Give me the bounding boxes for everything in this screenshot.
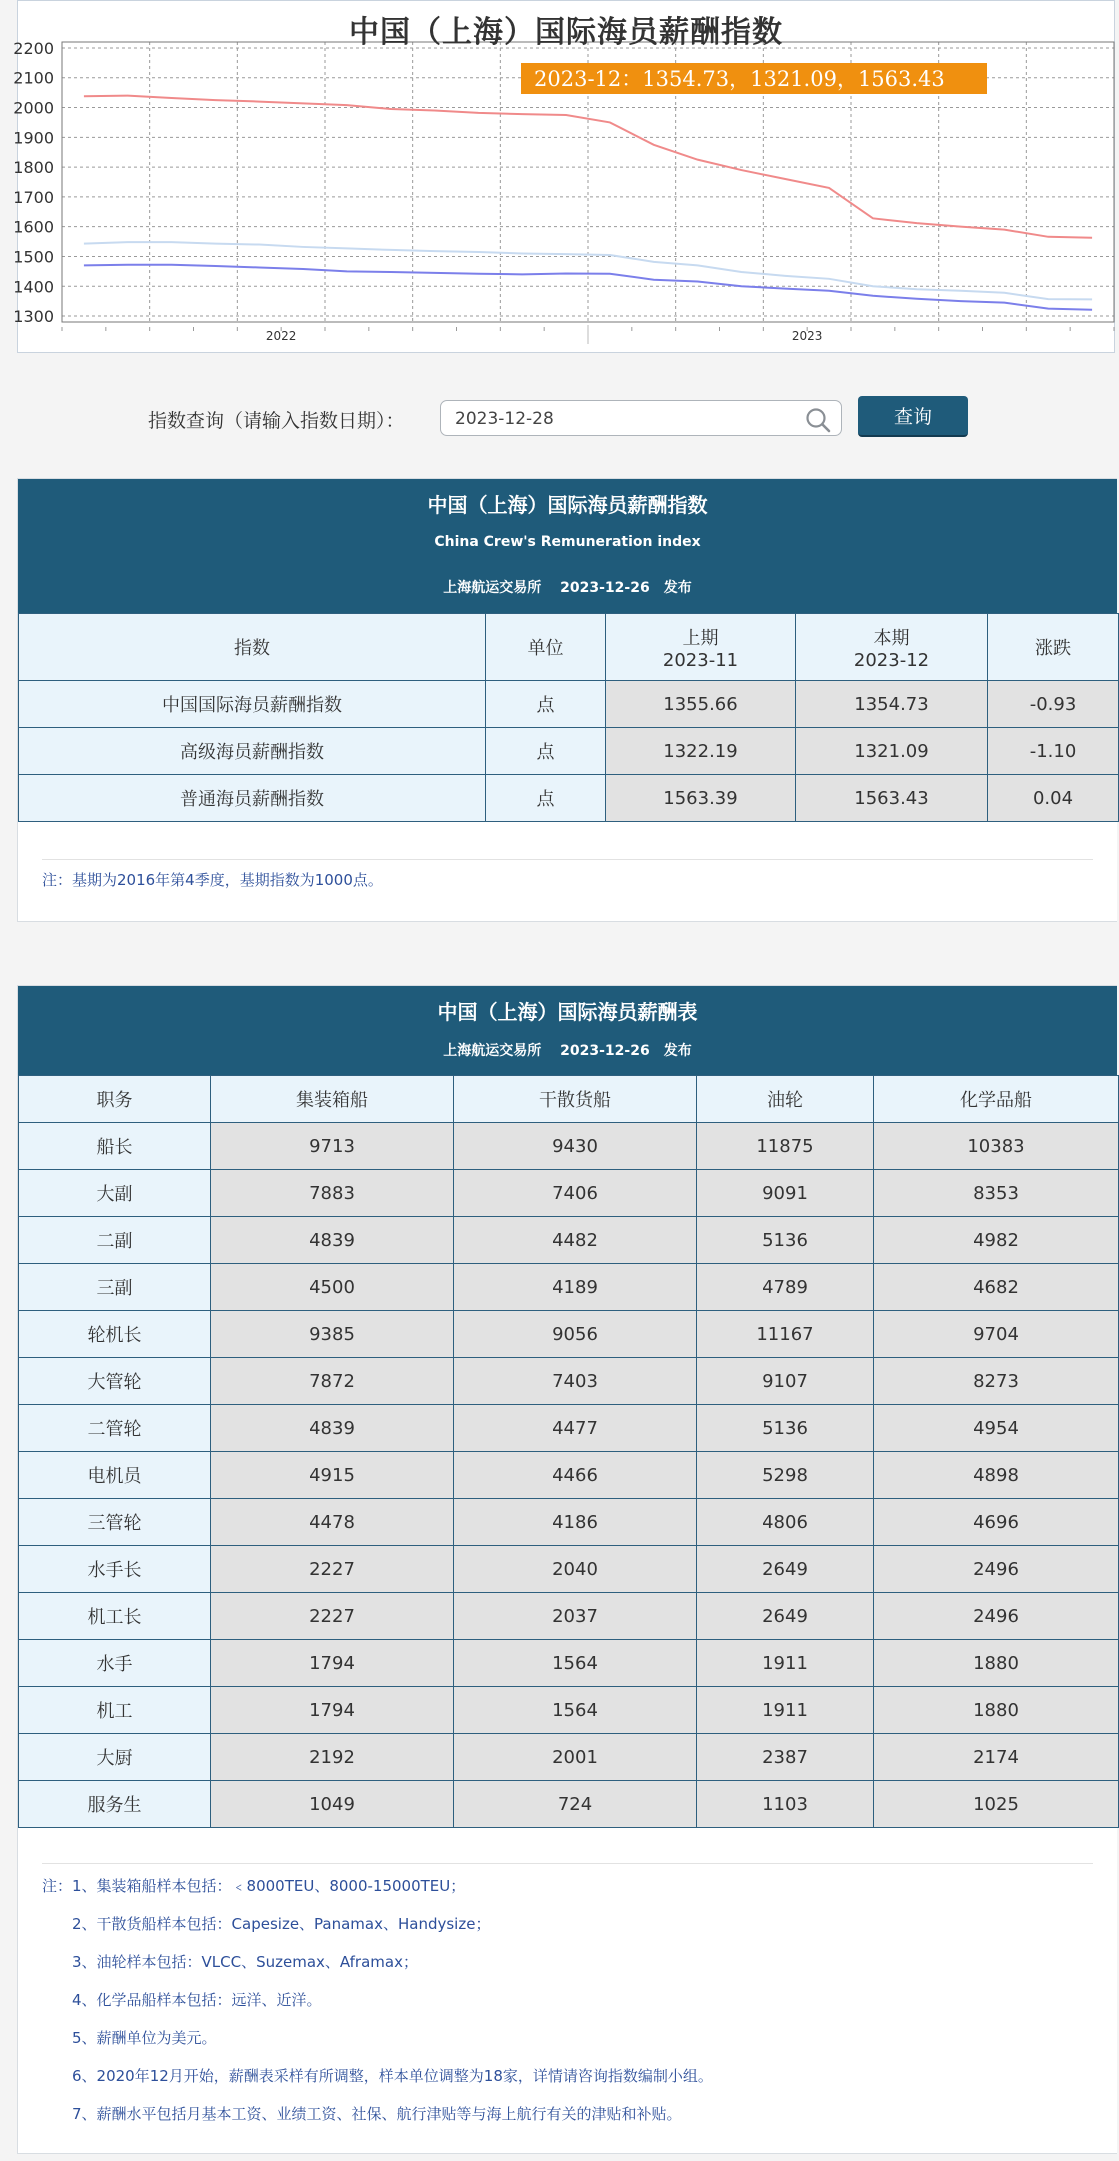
salary-value: 1564 — [454, 1640, 697, 1687]
salary-value: 1564 — [454, 1687, 697, 1734]
y-tick-label: 2200 — [13, 38, 54, 58]
salary-value: 4806 — [697, 1499, 874, 1546]
salary-header-row — [19, 1076, 1119, 1123]
salary-value: 9091 — [697, 1170, 874, 1217]
index-curr-value: 1563.43 — [796, 775, 988, 822]
salary-position: 水手长 — [19, 1546, 211, 1593]
salary-value: 9713 — [211, 1123, 454, 1170]
salary-value: 1049 — [211, 1781, 454, 1828]
salary-value: 9430 — [454, 1123, 697, 1170]
index-prev-value: 1322.19 — [606, 728, 796, 775]
salary-col-header: 油轮 — [697, 1076, 874, 1123]
table-row — [19, 1123, 1119, 1170]
note-divider — [42, 859, 1093, 860]
chart-tooltip-text: 2023-12：1354.73，1321.09，1563.43 — [534, 67, 945, 91]
salary-value: 1103 — [697, 1781, 874, 1828]
salary-value: 4500 — [211, 1264, 454, 1311]
salary-position: 船长 — [19, 1123, 211, 1170]
salary-value: 5136 — [697, 1405, 874, 1452]
salary-value: 9056 — [454, 1311, 697, 1358]
salary-value: 4982 — [874, 1217, 1119, 1264]
salary-value: 2227 — [211, 1546, 454, 1593]
salary-note-line: 7、薪酬水平包括月基本工资、业绩工资、社保、航行津贴等与海上航行有关的津贴和补贴。 — [42, 2105, 682, 2123]
search-label: 指数查询（请输入指数日期）： — [148, 410, 405, 432]
table-row — [19, 1781, 1119, 1828]
col-header-curr-label: 本期 — [873, 627, 910, 649]
col-header-prev-label: 上期 — [682, 627, 719, 649]
salary-value: 9385 — [211, 1311, 454, 1358]
y-tick-label: 2100 — [13, 68, 54, 88]
salary-value: 8353 — [874, 1170, 1119, 1217]
salary-value: 2496 — [874, 1593, 1119, 1640]
salary-value: 4477 — [454, 1405, 697, 1452]
salary-value: 1025 — [874, 1781, 1119, 1828]
index-prev-value: 1563.39 — [606, 775, 796, 822]
index-change-value: -1.10 — [988, 728, 1119, 775]
y-tick-label: 1500 — [13, 247, 54, 267]
salary-value: 1794 — [211, 1640, 454, 1687]
salary-value: 7872 — [211, 1358, 454, 1405]
index-unit: 点 — [486, 681, 606, 728]
salary-value: 2496 — [874, 1546, 1119, 1593]
salary-value: 7406 — [454, 1170, 697, 1217]
salary-value: 4789 — [697, 1264, 874, 1311]
col-header-index: 指数 — [19, 614, 486, 681]
table-row — [19, 1405, 1119, 1452]
col-header-change: 涨跌 — [988, 614, 1119, 681]
table-row — [19, 1499, 1119, 1546]
salary-value: 2649 — [697, 1546, 874, 1593]
index-name: 中国国际海员薪酬指数 — [19, 681, 486, 728]
salary-note-line: 2、干散货船样本包括：Capesize、Panamax、Handysize； — [42, 1915, 491, 1933]
salary-value: 4466 — [454, 1452, 697, 1499]
salary-note-line: 注：1、集装箱船样本包括：﹤8000TEU、8000-15000TEU； — [42, 1877, 466, 1895]
table-row — [19, 1311, 1119, 1358]
salary-col-header: 化学品船 — [874, 1076, 1119, 1123]
index-table-panel — [17, 478, 1117, 922]
salary-table-publish-info: 上海航运交易所 2023-12-26 发布 — [443, 1043, 692, 1059]
index-unit: 点 — [486, 775, 606, 822]
index-line-chart[interactable] — [13, 1, 1116, 354]
salary-value: 8273 — [874, 1358, 1119, 1405]
index-table-subtitle: China Crew's Remuneration index — [434, 534, 701, 550]
salary-position: 二副 — [19, 1217, 211, 1264]
salary-value: 5298 — [697, 1452, 874, 1499]
col-header-curr — [796, 614, 988, 681]
salary-table-panel — [17, 985, 1117, 2154]
col-header-unit: 单位 — [486, 614, 606, 681]
salary-value: 2192 — [211, 1734, 454, 1781]
col-header-prev-period: 2023-11 — [662, 649, 739, 671]
salary-value: 7403 — [454, 1358, 697, 1405]
salary-position: 二管轮 — [19, 1405, 211, 1452]
salary-position: 大厨 — [19, 1734, 211, 1781]
salary-value: 4898 — [874, 1452, 1119, 1499]
salary-value: 1911 — [697, 1640, 874, 1687]
salary-value: 2649 — [697, 1593, 874, 1640]
index-curr-value: 1354.73 — [796, 681, 988, 728]
salary-value: 4954 — [874, 1405, 1119, 1452]
salary-table-title: 中国（上海）国际海员薪酬表 — [437, 1000, 698, 1024]
salary-position: 水手 — [19, 1640, 211, 1687]
table-row — [19, 681, 1119, 728]
table-row — [19, 775, 1119, 822]
salary-table-header — [18, 986, 1117, 1075]
salary-value: 2174 — [874, 1734, 1119, 1781]
salary-position: 大管轮 — [19, 1358, 211, 1405]
salary-value: 2227 — [211, 1593, 454, 1640]
x-tick-label: 2023 — [791, 329, 823, 343]
salary-col-header: 集装箱船 — [211, 1076, 454, 1123]
salary-value: 1794 — [211, 1687, 454, 1734]
x-tick-label: 2022 — [265, 329, 297, 343]
salary-value: 4696 — [874, 1499, 1119, 1546]
index-name: 普通海员薪酬指数 — [19, 775, 486, 822]
index-unit: 点 — [486, 728, 606, 775]
y-tick-label: 1700 — [13, 187, 54, 207]
y-tick-label: 1900 — [13, 128, 54, 148]
salary-value: 4478 — [211, 1499, 454, 1546]
index-prev-value: 1355.66 — [606, 681, 796, 728]
salary-value: 4682 — [874, 1264, 1119, 1311]
salary-col-header: 职务 — [19, 1076, 211, 1123]
salary-value: 9107 — [697, 1358, 874, 1405]
salary-value: 4839 — [211, 1217, 454, 1264]
table-row — [19, 1687, 1119, 1734]
salary-value: 2040 — [454, 1546, 697, 1593]
salary-value: 2001 — [454, 1734, 697, 1781]
salary-value: 10383 — [874, 1123, 1119, 1170]
index-table-header — [18, 479, 1117, 613]
salary-value: 724 — [454, 1781, 697, 1828]
index-change-value: 0.04 — [988, 775, 1119, 822]
table-row — [19, 1264, 1119, 1311]
salary-note-line: 5、薪酬单位为美元。 — [42, 2029, 217, 2047]
salary-position: 服务生 — [19, 1781, 211, 1828]
salary-value: 4839 — [211, 1405, 454, 1452]
index-table-title: 中国（上海）国际海员薪酬指数 — [427, 493, 708, 517]
salary-value: 2037 — [454, 1593, 697, 1640]
index-table-note: 注：基期为2016年第4季度，基期指数为1000点。 — [42, 871, 383, 889]
index-table-header-row — [19, 614, 1119, 681]
salary-value: 1880 — [874, 1640, 1119, 1687]
table-row — [19, 1170, 1119, 1217]
salary-position: 三副 — [19, 1264, 211, 1311]
table-row — [19, 1452, 1119, 1499]
salary-value: 4915 — [211, 1452, 454, 1499]
index-table — [18, 613, 1119, 822]
y-tick-label: 1400 — [13, 277, 54, 297]
search-icon[interactable] — [805, 407, 831, 433]
salary-value: 9704 — [874, 1311, 1119, 1358]
table-row — [19, 1546, 1119, 1593]
query-button[interactable]: 查询 — [858, 396, 968, 437]
salary-value: 2387 — [697, 1734, 874, 1781]
salary-value: 1880 — [874, 1687, 1119, 1734]
salary-position: 机工 — [19, 1687, 211, 1734]
salary-position: 机工长 — [19, 1593, 211, 1640]
chart-title: 中国（上海）国际海员薪酬指数 — [349, 15, 783, 50]
salary-col-header: 干散货船 — [454, 1076, 697, 1123]
y-tick-label: 1300 — [13, 307, 54, 327]
table-row — [19, 1593, 1119, 1640]
table-row — [19, 728, 1119, 775]
table-row — [19, 1640, 1119, 1687]
salary-table — [18, 1075, 1119, 1828]
y-tick-label: 1800 — [13, 158, 54, 178]
date-search-input[interactable] — [453, 405, 787, 433]
salary-position: 轮机长 — [19, 1311, 211, 1358]
table-row — [19, 1358, 1119, 1405]
salary-table-notes — [42, 1873, 1093, 2139]
salary-value: 4186 — [454, 1499, 697, 1546]
salary-note-line: 3、油轮样本包括：VLCC、Suzemax、Aframax； — [42, 1953, 418, 1971]
salary-position: 三管轮 — [19, 1499, 211, 1546]
index-table-publish-info: 上海航运交易所 2023-12-26 发布 — [443, 580, 692, 596]
col-header-curr-period: 2023-12 — [853, 649, 930, 671]
salary-position: 大副 — [19, 1170, 211, 1217]
col-header-prev — [606, 614, 796, 681]
salary-value: 4482 — [454, 1217, 697, 1264]
salary-value: 5136 — [697, 1217, 874, 1264]
table-row — [19, 1217, 1119, 1264]
salary-value: 1911 — [697, 1687, 874, 1734]
date-search-box[interactable] — [440, 400, 842, 436]
salary-value: 11875 — [697, 1123, 874, 1170]
salary-value: 11167 — [697, 1311, 874, 1358]
index-search-row — [0, 396, 1117, 440]
index-name: 高级海员薪酬指数 — [19, 728, 486, 775]
table-row — [19, 1734, 1119, 1781]
salary-value: 4189 — [454, 1264, 697, 1311]
salary-position: 电机员 — [19, 1452, 211, 1499]
salary-note-line: 4、化学品船样本包括：远洋、近洋。 — [42, 1991, 322, 2009]
index-chart-panel — [13, 0, 1115, 353]
y-tick-label: 2000 — [13, 98, 54, 118]
salary-note-line: 6、2020年12月开始，薪酬表采样有所调整，样本单位调整为18家，详情请咨询指数编制小组。 — [42, 2067, 713, 2085]
y-tick-label: 1600 — [13, 217, 54, 237]
index-curr-value: 1321.09 — [796, 728, 988, 775]
index-change-value: -0.93 — [988, 681, 1119, 728]
note-divider — [42, 1863, 1093, 1864]
salary-value: 7883 — [211, 1170, 454, 1217]
